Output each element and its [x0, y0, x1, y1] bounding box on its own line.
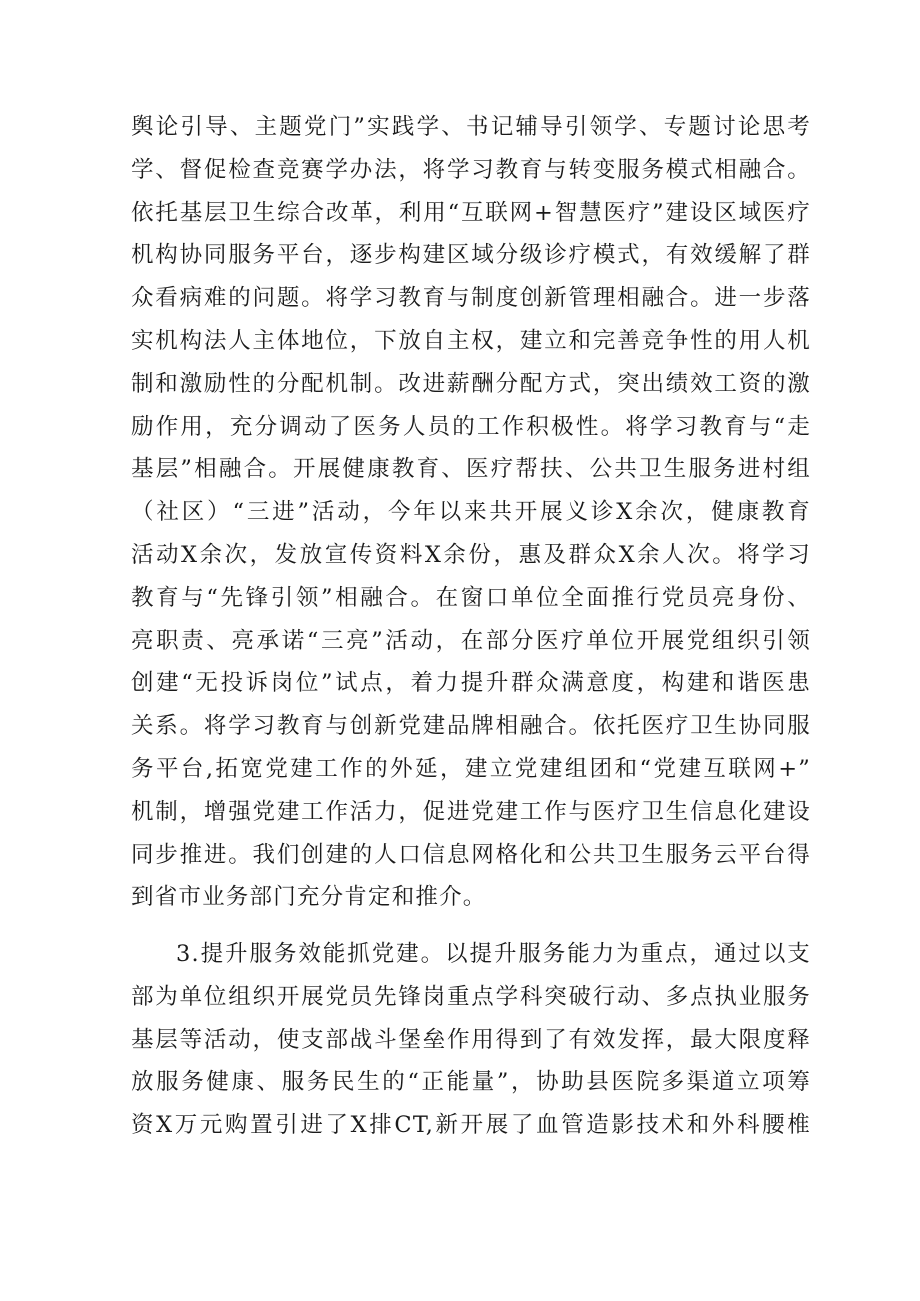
text-line: 同步推进。我们创建的人口信息网格化和公共卫生服务云平台得	[131, 841, 811, 868]
text-line: 关系。将学习教育与创新党建品牌相融合。依托医疗卫生协同服	[131, 713, 811, 740]
text-line: 励作用，充分调动了医务人员的工作积极性。将学习教育与“走	[131, 413, 811, 440]
text-line: 依托基层卫生综合改革，利用“互联网+智慧医疗”建设区域医疗	[131, 199, 811, 226]
text-line: 实机构法人主体地位，下放自主权，建立和完善竞争性的用人机	[131, 327, 811, 354]
section-heading-line: 3.提升服务效能抓党建。以提升服务能力为重点，通过以支	[176, 941, 811, 967]
text-line: 制和激励性的分配机制。改进薪酬分配方式，突出绩效工资的激	[131, 370, 811, 397]
text-line: 舆论引导、主题党门”实践学、书记辅导引领学、专题讨论思考	[131, 114, 811, 140]
text-line: 务平台,拓宽党建工作的外延，建立党建组团和“党建互联网+”	[131, 755, 811, 782]
text-line-last: 到省市业务部门充分肯定和推介。	[131, 884, 487, 911]
text-line: 基层等活动，使支部战斗堡垒作用得到了有效发挥，最大限度释	[131, 1026, 811, 1053]
text-line: 基层”相融合。开展健康教育、医疗帮扶、公共卫生服务进村组	[131, 456, 811, 483]
text-line: 创建“无投诉岗位”试点，着力提升群众满意度，构建和谐医患	[131, 670, 811, 697]
paragraph-2	[131, 933, 811, 1147]
text-line: 机构协同服务平台，逐步构建区域分级诊疗模式，有效缓解了群	[131, 242, 811, 269]
text-line: 亮职责、亮承诺“三亮”活动，在部分医疗单位开展党组织引领	[131, 627, 811, 654]
text-line: 放服务健康、服务民生的“正能量”，协助县医院多渠道立项筹	[131, 1069, 811, 1096]
text-line: 机制，增强党建工作活力，促进党建工作与医疗卫生信息化建设	[131, 798, 811, 825]
text-line: 部为单位组织开展党员先锋岗重点学科突破行动、多点执业服务	[131, 983, 811, 1010]
text-line: （社区）“三进”活动，今年以来共开展义诊X余次，健康教育	[131, 499, 811, 526]
paragraph-1	[131, 106, 811, 919]
text-line: 学、督促检查竞赛学办法，将学习教育与转变服务模式相融合。	[131, 156, 811, 183]
text-line: 资X万元购置引进了X排CT,新开展了血管造影技术和外科腰椎	[131, 1112, 811, 1139]
text-line: 众看病难的问题。将学习教育与制度创新管理相融合。进一步落	[131, 285, 811, 312]
text-line: 活动X余次，发放宣传资料X余份，惠及群众X余人次。将学习	[131, 541, 811, 568]
text-line: 教育与“先锋引领”相融合。在窗口单位全面推行党员亮身份、	[131, 584, 811, 611]
